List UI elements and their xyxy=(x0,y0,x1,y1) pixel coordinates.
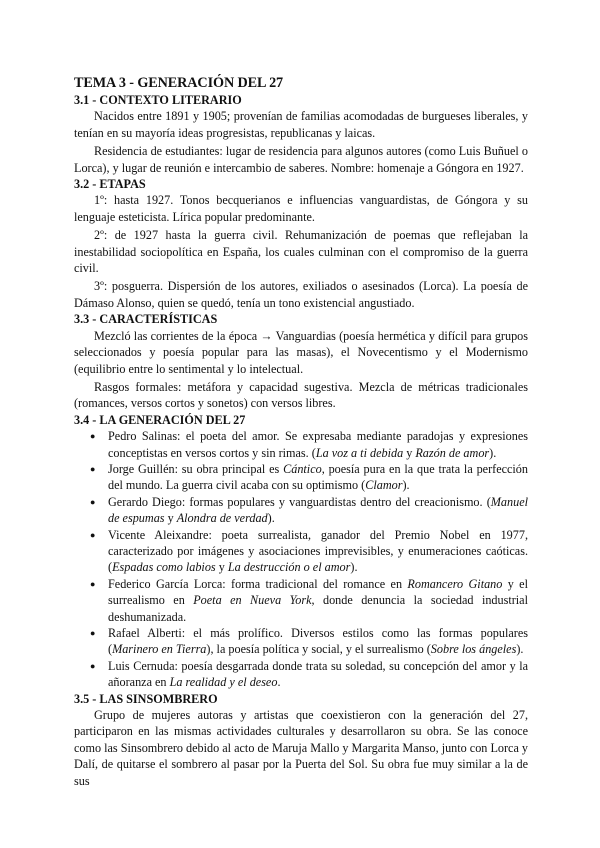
paragraph: Residencia de estudiantes: lugar de residencia para algunos autores (como Luis Buñuel o Lorca), y lugar de reunión e intercambio de saberes. Nombre: homenaje a Góngora en 1927. xyxy=(74,144,528,175)
document-body xyxy=(74,74,528,789)
bullet-icon: ● xyxy=(90,628,96,638)
list-item: ● Vicente Aleixandre: poeta surrealista, ganador del Premio Nobel en 1977, caracterizado por imágenes y asociaciones imprevisibles, y enumeraciones caóticas. (Espadas como labios y La destrucción o el amor). xyxy=(90,527,528,575)
list-item: ● Jorge Guillén: su obra principal es Cántico, poesía pura en la que trata la perfección del mundo. La guerra civil acaba con su optimismo (Clamor). xyxy=(90,461,528,493)
bullet-icon: ● xyxy=(90,578,96,589)
bullet-icon: ● xyxy=(90,529,96,540)
bullet-icon: ● xyxy=(90,431,96,442)
section-heading-contexto: 3.1 - CONTEXTO LITERARIO xyxy=(74,93,242,107)
document-title: TEMA 3 - GENERACIÓN DEL 27 xyxy=(74,75,284,91)
paragraph: 1º: hasta 1927. Tonos becquerianos e influencias vanguardistas, de Góngora y su lenguaje esteticista. Lírica popular predominante. xyxy=(74,193,528,224)
list-item: ● Federico García Lorca: forma tradicional del romance en Romancero Gitano y el surrealismo en Poeta en Nueva York, donde denuncia la sociedad industrial deshumanizada. xyxy=(90,576,528,624)
paragraph: 2º: de 1927 hasta la guerra civil. Rehumanización de poemas que reflejaban la inestabilidad sociopolítica en España, los cuales culminan con el compromiso de la guerra civil. xyxy=(74,228,528,276)
section-heading-caracteristicas: 3.3 - CARACTERÍSTICAS xyxy=(74,312,218,327)
bullet-icon: ● xyxy=(90,496,96,507)
bullet-icon: ● xyxy=(90,463,96,474)
paragraph: 3º: posguerra. Dispersión de los autores, exiliados o asesinados (Lorca). La poesía de Dámaso Alonso, quien se quedó, tenía un tono existencial angustiado. xyxy=(74,279,528,310)
author-list xyxy=(74,428,528,691)
paragraph: Mezcló las corrientes de la época → Vanguardias (poesía hermética y difícil para grupos seleccionados y poesía popular para las masas), el Novecentismo y el Modernismo (equilibrio entre lo sentimental y lo intelectual. xyxy=(74,328,528,376)
paragraph: Rasgos formales: metáfora y capacidad sugestiva. Mezcla de métricas tradicionales (romances, versos cortos y sonetos) con versos libres. xyxy=(74,379,528,411)
section-heading-etapas: 3.2 - ETAPAS xyxy=(74,177,146,192)
paragraph: Grupo de mujeres autoras y artistas que coexistieron con la generación del 27, participaron en las mismas actividades culturales y desarrollaron su obra. Se las conoce como las Sinsombrero debido al acto de Maruja Mallo y Margarita Manso, junto con Lorca y Dalí, de quitarse el sombrero al pasar por la Puerta del Sol. Su obra fue muy similar a la de sus xyxy=(74,708,528,788)
list-item: ● Luis Cernuda: poesía desgarrada donde trata su soledad, su concepción del amor y la añoranza en La realidad y el deseo. xyxy=(90,658,528,690)
section-heading-sinsombrero: 3.5 - LAS SINSOMBRERO xyxy=(74,691,218,706)
list-item: ● Pedro Salinas: el poeta del amor. Se expresaba mediante paradojas y expresiones conceptistas en versos cortos y sin rimas. (La voz a ti debida y Razón de amor). xyxy=(90,429,528,460)
section-heading-generacion: 3.4 - LA GENERACIÓN DEL 27 xyxy=(74,412,246,427)
paragraph: Nacidos entre 1891 y 1905; provenían de familias acomodadas de burgueses liberales, y tenían en su mayoría ideas progresistas, republicanas y laicas. xyxy=(74,109,528,140)
list-item: ● Rafael Alberti: el más prolífico. Diversos estilos como las formas populares (Marinero en Tierra), la poesía política y social, y el surrealismo (Sobre los ángeles). xyxy=(90,626,528,657)
list-item: ● Gerardo Diego: formas populares y vanguardistas dentro del creacionismo. (Manuel de espumas y Alondra de verdad). xyxy=(90,494,528,526)
bullet-icon: ● xyxy=(90,660,96,671)
